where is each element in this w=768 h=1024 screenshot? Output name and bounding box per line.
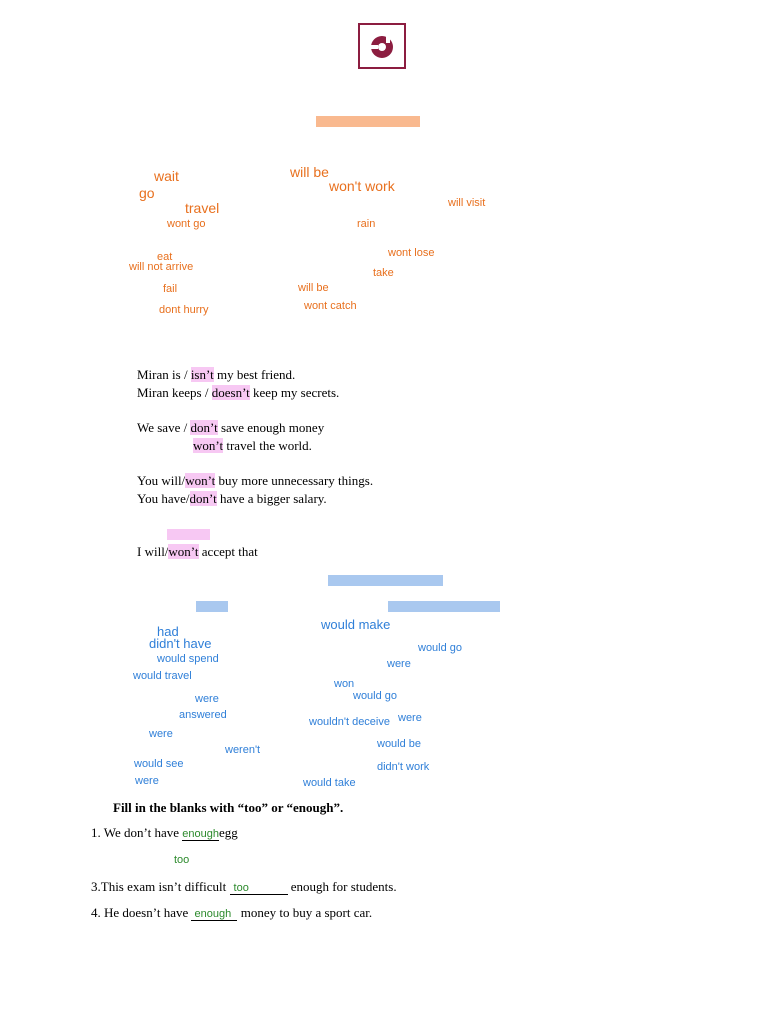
exercise-title: Fill in the blanks with “too” or “enough”. <box>113 800 344 815</box>
sentence-5-end: buy more unnecessary things. <box>215 473 374 488</box>
sentence-4-answer: won’t <box>193 438 224 453</box>
title-highlight-bar <box>316 116 420 127</box>
sentence-3-end: save enough money <box>217 420 325 435</box>
question-1-answer: enough <box>182 828 219 840</box>
word-answered: answered <box>179 709 227 721</box>
target-logo-icon <box>360 25 404 67</box>
sentence-7-end: accept that <box>198 544 258 559</box>
word-wont-catch: wont catch <box>304 300 357 312</box>
word-would-go-2: would go <box>353 690 398 702</box>
sentence-2-end: keep my secrets. <box>249 385 340 400</box>
sentence-5 <box>137 473 373 489</box>
word-would-go: would go <box>418 642 463 654</box>
question-4-end: money to buy a sport car. <box>237 905 373 920</box>
word-will-be-2: will be <box>298 282 329 294</box>
pink-highlight-bar <box>167 529 210 540</box>
sentence-2 <box>137 385 339 401</box>
word-were-5: were <box>135 775 159 787</box>
word-would-spend: would spend <box>157 653 219 665</box>
sentence-2-answer: doesn’t <box>211 385 250 400</box>
question-3-answer: too <box>233 882 249 894</box>
word-werent: weren't <box>225 744 261 756</box>
sentence-4-end: travel the world. <box>223 438 312 453</box>
sentence-1-end: my best friend. <box>213 367 296 382</box>
sentence-5-start: You will/ <box>137 473 186 488</box>
sentence-5-answer: won’t <box>185 473 216 488</box>
word-will-visit: will visit <box>448 197 486 209</box>
blue-title-bar <box>328 575 443 586</box>
word-take: take <box>373 267 394 279</box>
blue-bar-left <box>196 601 228 612</box>
word-had: had <box>157 624 179 639</box>
word-would-see: would see <box>134 758 184 770</box>
sentence-6-answer: don’t <box>189 491 217 506</box>
question-4 <box>91 905 372 921</box>
question-3 <box>91 879 397 895</box>
word-go: go <box>139 185 155 201</box>
word-wouldnt-deceive: wouldn't deceive <box>309 716 390 728</box>
word-were-1: were <box>387 658 411 670</box>
question-1 <box>91 825 238 841</box>
sentence-2-start: Miran keeps / <box>137 385 212 400</box>
word-wait: wait <box>154 168 179 184</box>
word-wont-go: wont go <box>167 218 206 230</box>
word-were-3: were <box>398 712 422 724</box>
sentence-4 <box>193 438 312 454</box>
question-3-start: 3.This exam isn’t difficult <box>91 879 230 894</box>
sentence-1-answer: isn’t <box>190 367 214 382</box>
sentence-6 <box>137 491 327 507</box>
question-1-start: 1. We don’t have <box>91 825 183 840</box>
sentence-7-start: I will/ <box>137 544 169 559</box>
sentence-7 <box>137 544 258 560</box>
sentence-7-answer: won’t <box>168 544 199 559</box>
sentence-3-answer: don’t <box>190 420 218 435</box>
word-eat: eat <box>157 251 173 263</box>
question-4-answer: enough <box>194 908 232 920</box>
word-would-be: would be <box>377 738 422 750</box>
word-rain: rain <box>357 218 376 230</box>
question-3-end: enough for students. <box>287 879 397 894</box>
word-will-be: will be <box>290 164 329 180</box>
sentence-3-start: We save / <box>137 420 191 435</box>
word-won: won <box>334 678 355 690</box>
word-were-2: were <box>195 693 219 705</box>
question-4-start: 4. He doesn’t have <box>91 905 192 920</box>
word-dont-hurry: dont hurry <box>159 304 209 316</box>
sentence-1 <box>137 367 295 383</box>
word-fail: fail <box>163 283 178 295</box>
word-wont-lose: wont lose <box>388 247 435 259</box>
blue-bar-right <box>388 601 500 612</box>
sentence-6-end: have a bigger salary. <box>216 491 327 506</box>
sentence-6-start: You have/ <box>137 491 190 506</box>
question-2-answer: too <box>174 854 190 866</box>
word-would-take: would take <box>303 777 356 789</box>
word-would-make: would make <box>321 617 391 632</box>
word-wont-work: won't work <box>329 178 395 194</box>
word-didnt-have: didn't have <box>149 636 212 651</box>
sentence-3 <box>137 420 324 436</box>
logo <box>358 23 406 69</box>
word-would-travel: would travel <box>133 670 192 682</box>
sentence-1-start: Miran is / <box>137 367 191 382</box>
word-travel: travel <box>185 200 220 216</box>
word-will-not-arrive: will not arrive <box>129 261 194 273</box>
word-didnt-work: didn't work <box>377 761 430 773</box>
question-1-end: egg <box>218 825 238 840</box>
word-were-4: were <box>149 728 173 740</box>
